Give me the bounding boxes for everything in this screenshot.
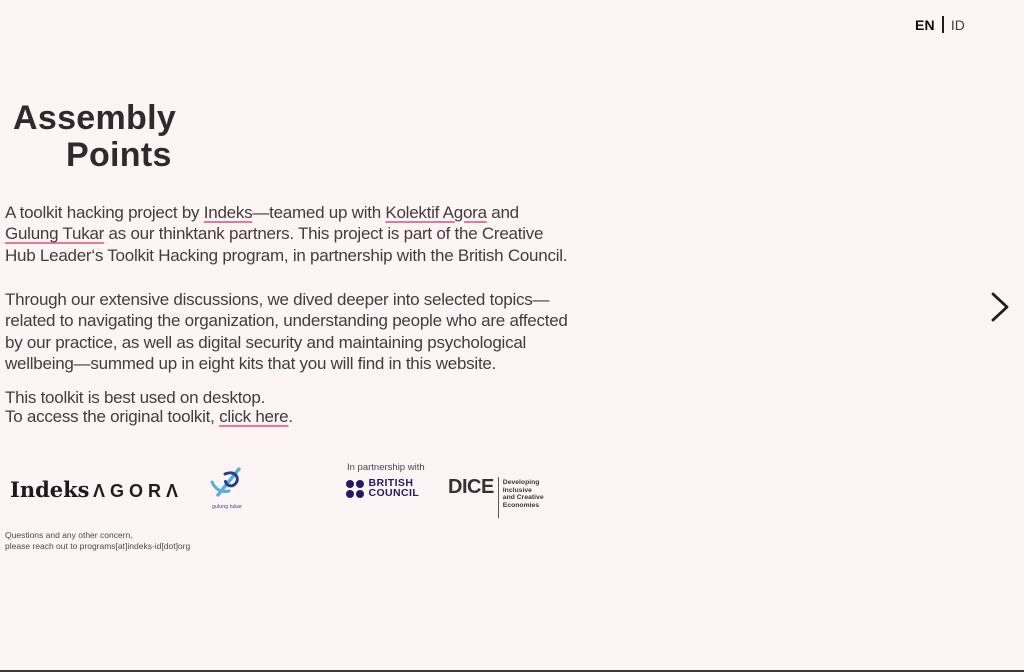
indeks-link[interactable]: Indeks	[203, 203, 253, 222]
chevron-right-icon	[989, 291, 1011, 323]
indeks-logo[interactable]: Indeks	[10, 477, 90, 502]
intro-text: —teamed up with	[252, 203, 386, 222]
british-council-wordmark	[369, 479, 420, 499]
next-page-button[interactable]	[986, 290, 1014, 324]
intro-text: and	[486, 203, 519, 222]
page-title	[13, 100, 176, 174]
british-council-line1: BRITISH	[368, 477, 414, 489]
british-council-logo[interactable]	[346, 479, 419, 499]
kolektif-agora-link[interactable]: Kolektif Agora	[385, 203, 487, 222]
click-here-link[interactable]: click here	[219, 406, 289, 426]
desktop-note	[5, 389, 293, 426]
gulung-tukar-pinwheel-icon	[209, 467, 245, 499]
dice-divider	[498, 477, 499, 518]
language-id[interactable]: ID	[950, 16, 965, 33]
dice-tagline-line: Developing	[502, 479, 540, 486]
intro-paragraph	[5, 202, 567, 266]
intro-line-2	[5, 223, 567, 244]
contact-line-1: Questions and any other concern,	[5, 530, 133, 540]
body-line-1: Through our extensive discussions, we dived deeper into selected topics—	[5, 290, 550, 309]
contact-line-2: please reach out to programs[at]indeks-id[dot]org	[5, 540, 191, 551]
british-council-dots-icon	[346, 480, 364, 498]
dice-wordmark: DICE	[448, 476, 494, 498]
gulung-tukar-link[interactable]: Gulung Tukar	[5, 224, 105, 244]
agora-logo[interactable]: ΛGORΛ	[93, 481, 184, 501]
body-line-4: wellbeing—summed up in eight kits that you will find in this website.	[5, 353, 497, 373]
language-switcher	[915, 16, 965, 33]
intro-text: as our thinktank partners. This project is part of the Creative	[104, 224, 544, 244]
dice-tagline-line: Economies	[502, 501, 540, 509]
dice-tagline-line: Inclusive	[502, 486, 532, 494]
note-line-1: This toolkit is best used on desktop.	[5, 388, 266, 407]
body-line-3: by our practice, as well as digital security and maintaining psychological	[5, 332, 527, 352]
dice-logo[interactable]	[448, 477, 544, 518]
note-text: .	[288, 406, 293, 426]
body-paragraph	[5, 289, 568, 374]
intro-text: A toolkit hacking project by	[5, 203, 204, 222]
dice-tagline	[503, 477, 544, 509]
note-text: To access the original toolkit,	[5, 406, 220, 426]
page-title-line1: Assembly	[13, 99, 177, 137]
gulung-tukar-logo[interactable]	[207, 467, 247, 510]
intro-line-1	[5, 202, 567, 223]
body-line-2: related to navigating the organization, understanding people who are affected	[5, 311, 568, 331]
gulung-tukar-caption: gulung tukar	[212, 504, 242, 510]
page-title-line2: Points	[66, 136, 172, 174]
language-en[interactable]: EN	[915, 16, 935, 33]
contact-note	[5, 530, 190, 551]
partnership-label: In partnership with	[347, 462, 425, 473]
dice-tagline-line: and Creative	[502, 494, 544, 502]
british-council-line2: COUNCIL	[368, 486, 420, 499]
intro-line-3: Hub Leader‘s Toolkit Hacking program, in partnership with the British Council.	[5, 245, 568, 265]
language-divider	[942, 16, 944, 33]
note-line-2	[5, 408, 293, 427]
